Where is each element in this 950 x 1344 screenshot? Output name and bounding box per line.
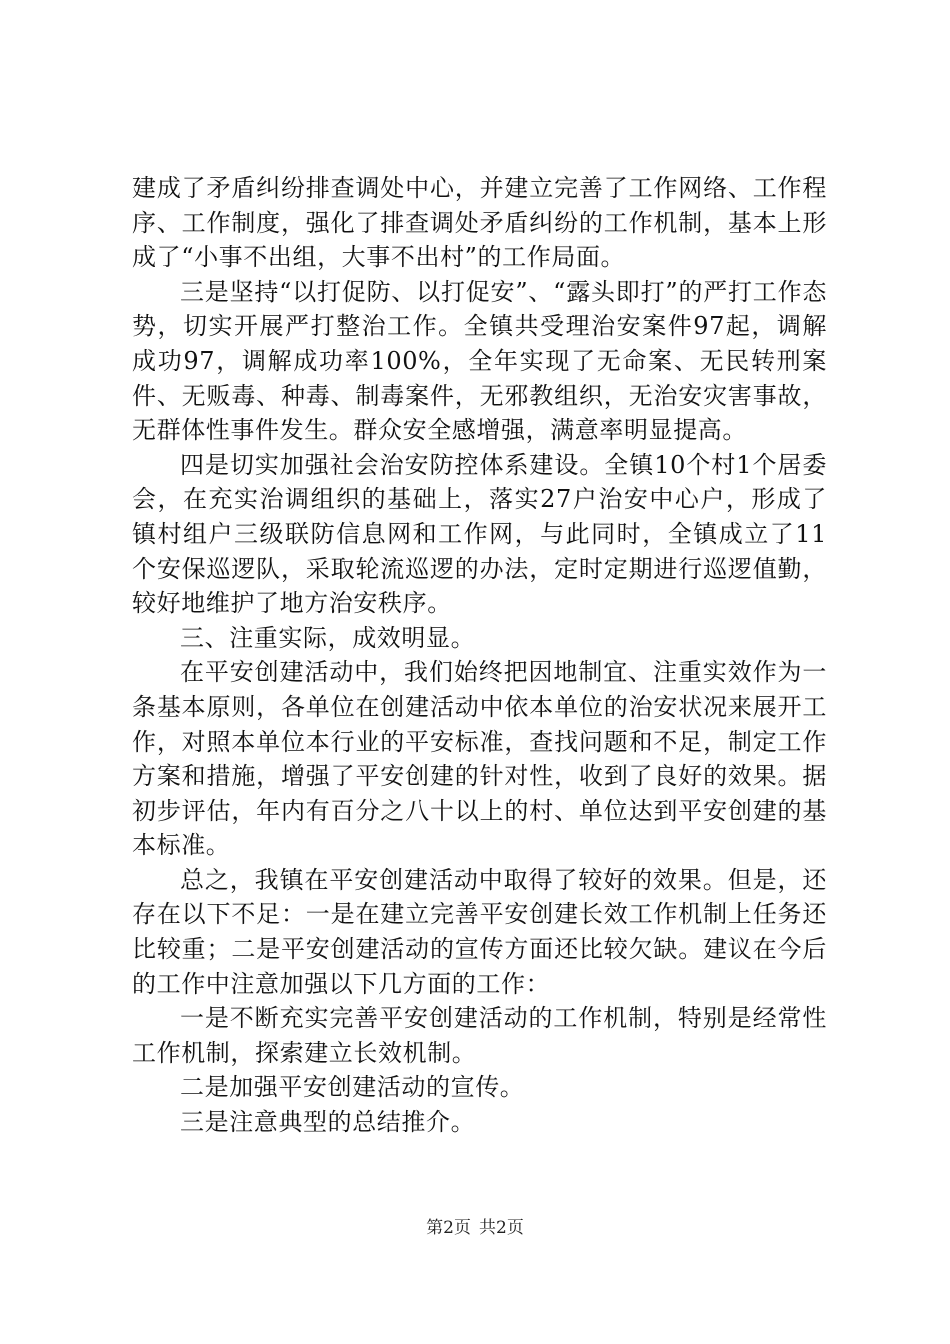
paragraph-continuation: 建成了矛盾纠纷排查调处中心，并建立完善了工作网络、工作程序、工作制度，强化了排查调处矛盾纠纷的工作机制，基本上形成了“小事不出组，大事不出村”的工作局面。 <box>132 174 827 272</box>
paragraph-suggestion-two: 二是加强平安创建活动的宣传。 <box>180 1073 525 1102</box>
section-heading-three: 三、注重实际，成效明显。 <box>180 623 476 652</box>
paragraph-security-system: 四是切实加强社会治安防控体系建设。全镇10个村1个居委会，在充实治调组织的基础上，落实27户治安中心户，形成了镇村组户三级联防信息网和工作网，与此同时，全镇成立了11个安保巡逻队，采取轮流巡逻的办法，定时定期进行巡逻值勤，较好地维护了地方治安秩序。 <box>132 450 827 618</box>
paragraph-summary: 总之，我镇在平安创建活动中取得了较好的效果。但是，还存在以下不足：一是在建立完善平安创建长效工作机制上任务还比较重；二是平安创建活动的宣传方面还比较欠缺。建议在今后的工作中注意加强以下几方面的工作： <box>132 865 827 998</box>
paragraph-suggestion-three: 三是注意典型的总结推介。 <box>180 1108 476 1137</box>
page-number-current: 第2页 <box>426 1218 471 1238</box>
page-footer <box>0 1216 950 1240</box>
page-number-total: 共2页 <box>479 1218 524 1238</box>
paragraph-practical-results: 在平安创建活动中，我们始终把因地制宜、注重实效作为一条基本原则，各单位在创建活动中依本单位的治安状况来展开工作，对照本单位本行业的平安标准，查找问题和不足，制定工作方案和措施，增强了平安创建的针对性，收到了良好的效果。据初步评估，年内有百分之八十以上的村、单位达到平安创建的基本标准。 <box>132 658 827 860</box>
document-body <box>132 171 827 1140</box>
paragraph-suggestion-one: 一是不断充实完善平安创建活动的工作机制，特别是经常性工作机制，探索建立长效机制。 <box>132 1004 827 1067</box>
paragraph-strike-hard: 三是坚持“以打促防、以打促安”、“露头即打”的严打工作态势，切实开展严打整治工作。全镇共受理治安案件97起，调解成功97，调解成功率100%，全年实现了无命案、无民转刑案件、无贩毒、种毒、制毒案件，无邪教组织，无治安灾害事故，无群体性事件发生。群众安全感增强，满意率明显提高。 <box>132 277 827 445</box>
